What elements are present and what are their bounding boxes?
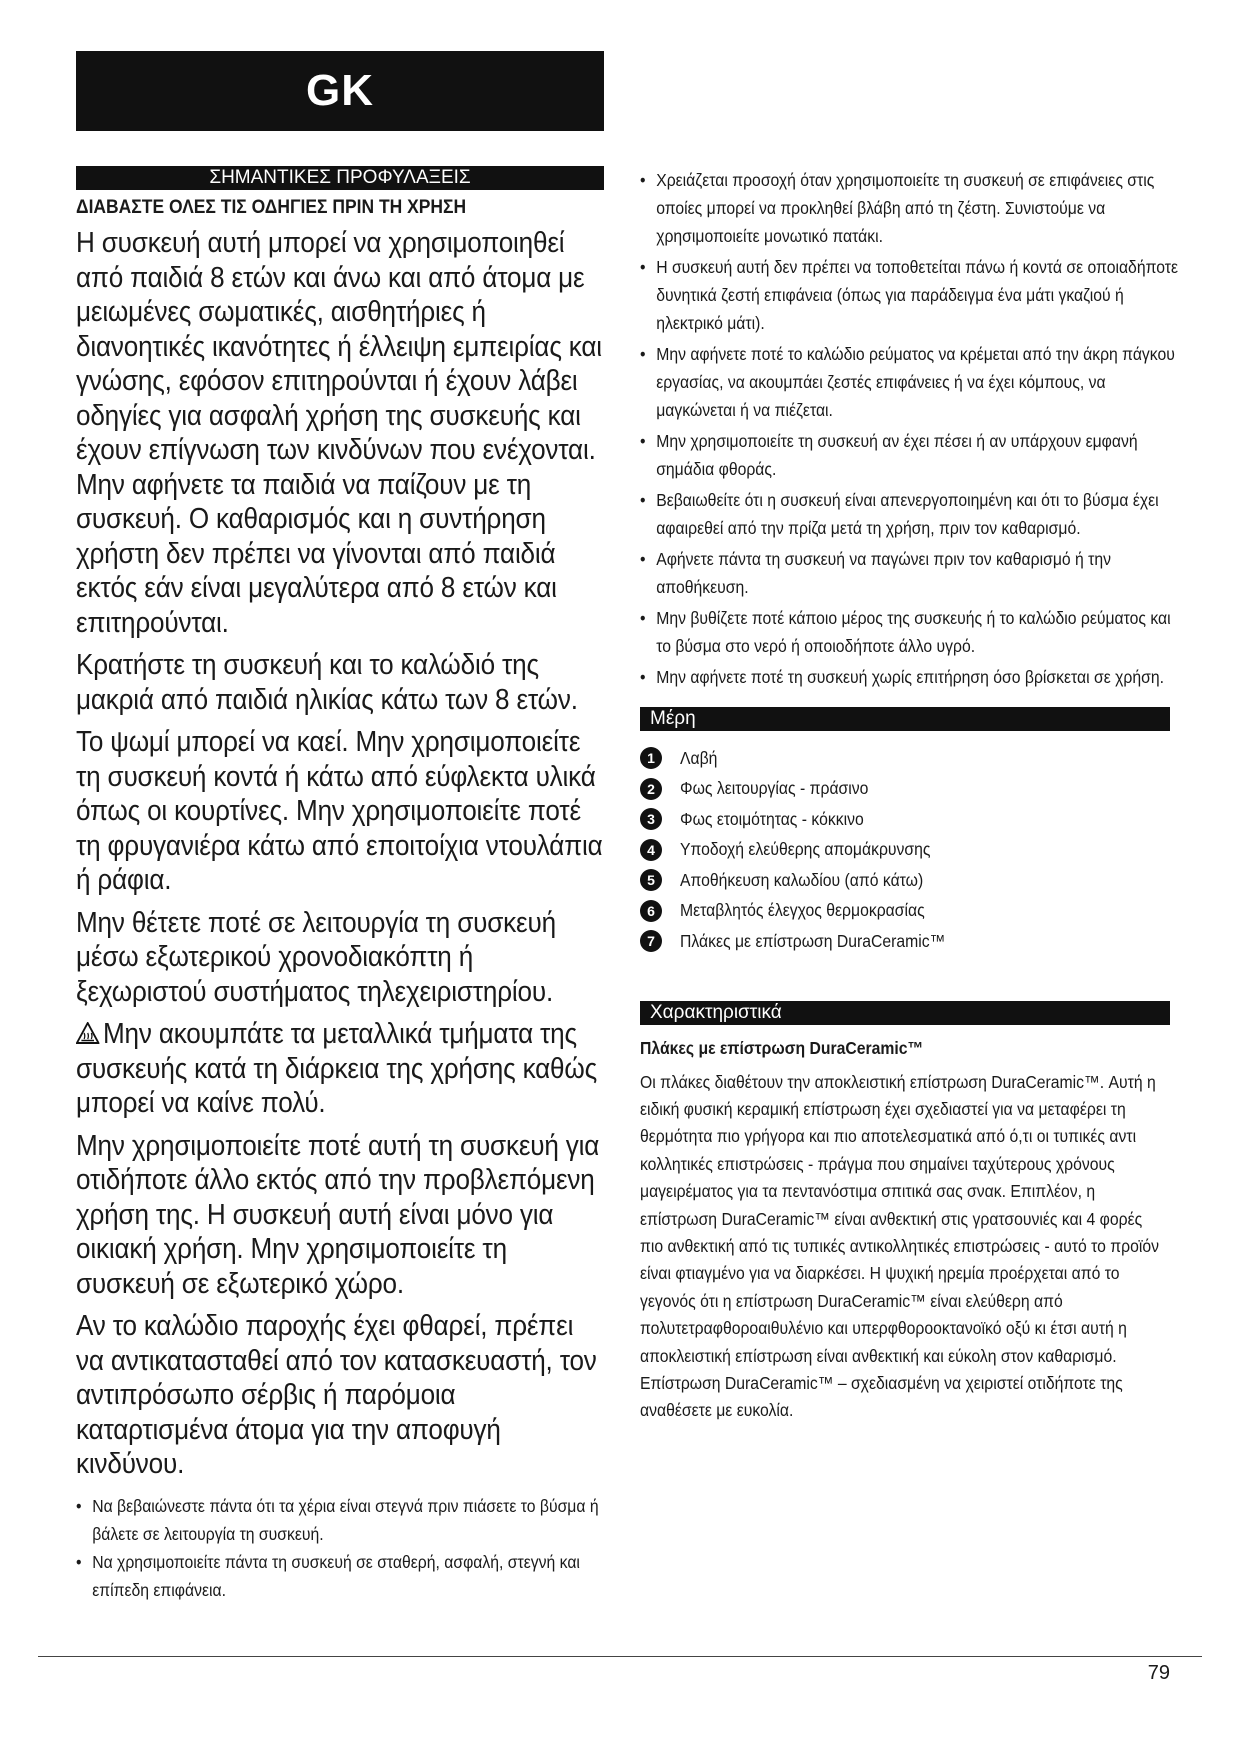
part-item [640,835,1170,866]
list-item: • Μην αφήνετε ποτέ τη συσκευή χωρίς επιτήρηση όσο βρίσκεται σε χρήση. [640,663,1186,691]
warning-text: Μην ακουμπάτε τα μεταλλικά τμήματα της συσκευής κατά τη διάρκεια της χρήσης καθώς μπορεί να καίνε πολύ. [76,1018,597,1119]
list-item: • Η συσκευή αυτή δεν πρέπει να τοποθετείται πάνω ή κοντά σε οποιαδήποτε δυνητικά ζεστή επιφάνεια (όπως για παράδειγμα ένα μάτι γκαζιού ή ηλεκτρικό μάτι). [640,253,1186,337]
part-label: Πλάκες με επίστρωση DuraCeramic™ [680,930,946,951]
read-instructions-heading: ΔΙΑΒΑΣΤΕ ΟΛΕΣ ΤΙΣ ΟΔΗΓΙΕΣ ΠΡΙΝ ΤΗ ΧΡΗΣΗ [76,197,467,218]
parts-list [640,743,1170,957]
left-column [76,166,604,1604]
part-label: Φως ετοιμότητας - κόκκινο [680,808,864,829]
part-item [640,926,1170,957]
features-paragraph: Οι πλάκες διαθέτουν την αποκλειστική επίστρωση DuraCeramic™. Αυτή η ειδική φυσική κεραμική επίστρωση έχει σχεδιαστεί για να μεταφέρει τη θερμότητα πιο γρήγορα και πιο αποτελεσματικά από ό,τι οι τυπικές αντι κολλητικές επιστρώσεις - πράγμα που σημαίνει ταχύτερους χρόνους μαγειρέματος για τα πεντανόστιμα σπιτικά σας σνακ. Επιπλέον, η επίστρωση DuraCeramic™ είναι ανθεκτική στις γρατσουνιές και 4 φορές πιο ανθεκτική από τις τυπικές αντικολλητικές επιστρώσεις - αυτό το προϊόν είναι φτιαγμένο για να διαρκέσει. Η ψυχική ηρεμία προέρχεται από το γεγονός ότι η επίστρωση DuraCeramic™ είναι ελεύθερη από πολυτετραφθοροαιθυλένιο και υπερφθοροοκτανοϊκό οξύ κι έτσι αυτή η αποκλειστική επίστρωση είναι ανθεκτική και εύκολη στον καθαρισμό. [640,1071,1160,1366]
features-paragraph: Επίστρωση DuraCeramic™ – σχεδιασμένη να χειριστεί οτιδήποτε της αναθέσετε με ευκολία. [640,1372,1123,1421]
part-label: Φως λειτουργίας - πράσινο [680,778,869,799]
number-badge: 6 [640,900,662,922]
list-item: • Βεβαιωθείτε ότι η συσκευή είναι απενεργοποιημένη και ότι το βύσμα έχει αφαιρεθεί από την πρίζα μετά τη χρήση, πριν τον καθαρισμό. [640,486,1186,542]
page-number: 79 [1147,1662,1170,1684]
part-label: Λαβή [680,747,718,768]
number-badge: 2 [640,778,662,800]
part-item [640,743,1170,774]
list-item: • Να βεβαιώνεστε πάντα ότι τα χέρια είναι στεγνά πριν πιάσετε το βύσμα ή βάλετε σε λειτουργία τη συσκευή. [76,1492,620,1548]
left-bullet-list [76,1492,604,1604]
number-badge: 1 [640,747,662,769]
part-item [640,865,1170,896]
safety-paragraph: Αν το καλώδιο παροχής έχει φθαρεί, πρέπει να αντικατασταθεί από τον κατασκευαστή, τον αντιπρόσωπο σέρβις ή παρόμοια καταρτισμένα άτομα για την αποφυγή κινδύνου. [76,1310,597,1480]
language-code-header: GK [76,51,604,131]
list-item: • Μην αφήνετε ποτέ το καλώδιο ρεύματος να κρέμεται από την άκρη πάγκου εργασίας, να ακουμπάει ζεστές επιφάνειες ή να έχει κόμπους, να μαγκώνεται ή να πιέζεται. [640,340,1186,424]
number-badge: 4 [640,839,662,861]
safety-paragraph: Μην χρησιμοποιείτε ποτέ αυτή τη συσκευή για οτιδήποτε άλλο εκτός από την προβλεπόμενη χρήση της. Η συσκευή αυτή είναι μόνο για οικιακή χρήση. Μην χρησιμοποιείτε τη συσκευή σε εξωτερικό χώρο. [76,1129,600,1300]
section-title-safety: ΣΗΜΑΝΤΙΚΕΣ ΠΡΟΦΥΛΑΞΕΙΣ [76,166,604,190]
list-item: • Μην βυθίζετε ποτέ κάποιο μέρος της συσκευής ή το καλώδιο ρεύματος και το βύσμα στο νερό ή οποιοδήποτε άλλο υγρό. [640,604,1186,660]
section-title-parts: Μέρη [640,707,1170,731]
part-label: Υποδοχή ελεύθερης απομάκρυνσης [680,839,931,860]
number-badge: 5 [640,869,662,891]
number-badge: 3 [640,808,662,830]
hot-surface-warning-icon [76,1022,99,1044]
safety-paragraph: Κρατήστε τη συσκευή και το καλώδιό της μακριά από παιδιά ηλικίας κάτω των 8 ετών. [76,649,578,716]
section-title-features: Χαρακτηριστικά [640,1001,1170,1025]
part-item [640,896,1170,927]
list-item: • Χρειάζεται προσοχή όταν χρησιμοποιείτε τη συσκευή σε επιφάνειες στις οποίες μπορεί να προκληθεί βλάβη από τη ζέστη. Συνιστούμε να χρησιμοποιείτε μονωτικό πατάκι. [640,166,1186,250]
part-item [640,774,1170,805]
list-item: • Αφήνετε πάντα τη συσκευή να παγώνει πριν τον καθαρισμό ή την αποθήκευση. [640,545,1186,601]
right-bullet-list [640,166,1179,691]
footer-divider [38,1656,1202,1657]
safety-paragraph: Το ψωμί μπορεί να καεί. Μην χρησιμοποιείτε τη συσκευή κοντά ή κάτω από εύφλεκτα υλικά όπως οι κουρτίνες. Μην χρησιμοποιείτε ποτέ τη φρυγανιέρα κάτω από εποιτοίχια ντουλάπια ή ράφια. [76,726,603,896]
part-item [640,804,1170,835]
part-label: Μεταβλητός έλεγχος θερμοκρασίας [680,900,925,921]
features-subheading: Πλάκες με επίστρωση DuraCeramic™ [640,1037,924,1058]
list-item: • Μην χρησιμοποιείτε τη συσκευή αν έχει πέσει ή αν υπάρχουν εμφανή σημάδια φθοράς. [640,427,1186,483]
safety-paragraph: Η συσκευή αυτή μπορεί να χρησιμοποιηθεί από παιδιά 8 ετών και άνω και από άτομα με μειωμένες σωματικές, αισθητήριες ή διανοητικές ικανότητες ή έλλειψη εμπειρίας και γνώσης, εφόσον επιτηρούνται ή έχουν λάβει οδηγίες για ασφαλή χρήση της συσκευής και έχουν επίγνωση των κινδύνων που ενέχονται. Μην αφήνετε τα παιδιά να παίζουν με τη συσκευή. Ο καθαρισμός και η συντήρηση χρήστη δεν πρέπει να γίνονται από παιδιά εκτός εάν είναι μεγαλύτερα από 8 ετών και επιτηρούνται. [76,227,602,639]
safety-paragraph: Μην θέτετε ποτέ σε λειτουργία τη συσκευή μέσω εξωτερικού χρονοδιακόπτη ή ξεχωριστού συστήματος τηλεχειριστηρίου. [76,906,556,1008]
right-column [640,166,1179,1425]
part-label: Αποθήκευση καλωδίου (από κάτω) [680,869,924,890]
hot-surface-warning [76,1017,603,1121]
number-badge: 7 [640,930,662,952]
list-item: • Να χρησιμοποιείτε πάντα τη συσκευή σε σταθερή, ασφαλή, στεγνή και επίπεδη επιφάνεια. [76,1548,620,1604]
